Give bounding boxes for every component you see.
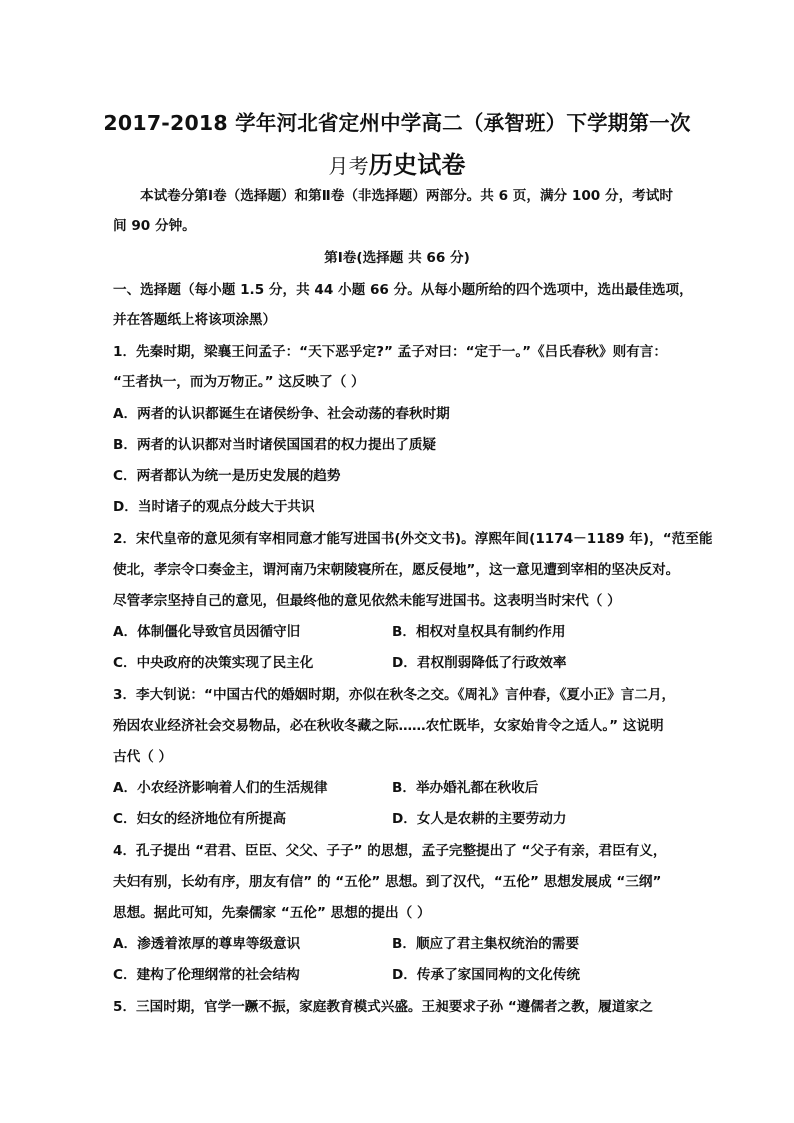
q3-option-a: A．小农经济影响着人们的生活规律 [113,780,328,796]
instructions-line-1: 一、选择题（每小题 1.5 分，共 44 小题 66 分。从每小题所给的四个选项中，选出最佳选项， [113,282,693,298]
section-heading: 第Ⅰ卷(选择题 共 66 分) [324,250,470,266]
q2-stem-line-1: 2．宋代皇帝的意见须有宰相同意才能写进国书(外交文书)。淳熙年间(1174－1189 年)，“范至能 [113,531,713,547]
q1-stem-line-1: 1．先秦时期，梁襄王问孟子：“天下恶乎定?” 孟子对曰：“定于一。”《吕氏春秋》则有言： [113,344,667,360]
q3-stem-line-2: 殆因农业经济社会交易物品，必在秋收冬藏之际……农忙既毕，女家始肯令之适人。” 这说明 [113,718,664,734]
q2-option-a: A．体制僵化导致官员因循守旧 [113,624,301,640]
q2-stem-line-3: 尽管孝宗坚持自己的意见，但最终他的意见依然未能写进国书。这表明当时宋代（ ） [113,593,621,609]
q1-option-b: B．两者的认识都对当时诸侯国国君的权力提出了质疑 [113,437,437,453]
exam-title-prefix: 月考 [328,154,369,178]
q3-option-d: D．女人是农耕的主要劳动力 [392,811,567,827]
q1-option-a: A．两者的认识都诞生在诸侯纷争、社会动荡的春秋时期 [113,406,450,422]
q4-option-a: A．渗透着浓厚的尊卑等级意识 [113,936,301,952]
instructions-line-2: 并在答题纸上将该项涂黑） [113,312,277,328]
q3-option-c: C．妇女的经济地位有所提高 [113,811,287,827]
q4-stem-line-2: 夫妇有别，长幼有序，朋友有信” 的 “五伦” 思想。到了汉代，“五伦” 思想发展成 “三纲” [113,874,662,890]
q1-option-d: D．当时诸子的观点分歧大于共识 [113,499,315,515]
q3-option-b: B．举办婚礼都在秋收后 [392,780,539,796]
q4-option-c: C．建构了伦理纲常的社会结构 [113,967,300,983]
exam-title-line2 [0,145,794,180]
exam-title-subject: 历史试卷 [368,151,466,179]
q4-stem-line-1: 4．孔子提出 “君君、臣臣、父父、子子” 的思想，孟子完整提出了 “父子有亲，君臣有义， [113,843,667,859]
intro-line-1: 本试卷分第Ⅰ卷（选择题）和第Ⅱ卷（非选择题）两部分。共 6 页，满分 100 分，考试时 [140,188,673,204]
q1-stem-line-2: “王者执一，而为万物正。” 这反映了（ ） [113,374,365,390]
q3-stem-line-3: 古代（ ） [113,749,173,765]
exam-title-line1: 2017-2018 学年河北省定州中学高二（承智班）下学期第一次 [103,111,691,135]
q4-option-b: B．顺应了君主集权统治的需要 [392,936,580,952]
q2-option-b: B．相权对皇权具有制约作用 [392,624,566,640]
q2-option-c: C．中央政府的决策实现了民主化 [113,655,314,671]
q4-option-d: D．传承了家国同构的文化传统 [392,967,581,983]
q2-option-d: D．君权削弱降低了行政效率 [392,655,567,671]
intro-line-2: 间 90 分钟。 [113,218,196,234]
q5-stem-line-1: 5．三国时期，官学一蹶不振，家庭教育模式兴盛。王昶要求子孙 “遵儒者之教，履道家之 [113,999,653,1015]
q4-stem-line-3: 思想。据此可知，先秦儒家 “五伦” 思想的提出（ ） [113,905,431,921]
q1-option-c: C．两者都认为统一是历史发展的趋势 [113,468,341,484]
q2-stem-line-2: 使北，孝宗令口奏金主，谓河南乃宋朝陵寝所在，愿反侵地”，这一意见遭到宰相的坚决反对。 [113,562,680,578]
q3-stem-line-1: 3．李大钊说：“中国古代的婚姻时期，亦似在秋冬之交。《周礼》言仲春，《夏小正》言二月， [113,687,676,703]
